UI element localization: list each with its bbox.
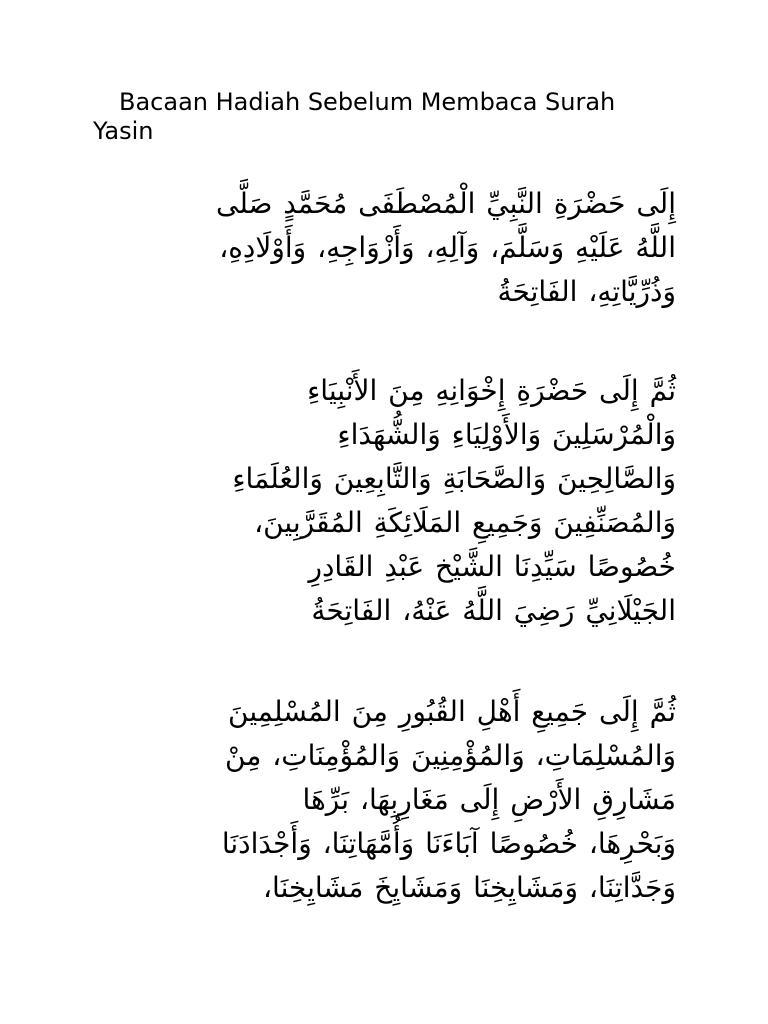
document-title: Bacaan Hadiah Sebelum Membaca Surah Yasin: [93, 88, 616, 145]
paragraph-line: وَبَحْرِهَا، خُصُوصًا آبَاءَنَا وَأُمَّهَاتِنَا، وَأَجْدَادَنَا: [221, 827, 676, 860]
dedication-paragraph-2: [90, 369, 676, 633]
paragraph-line: ثُمَّ إِلَى جَمِيعِ أَهْلِ القُبُورِ مِنَ المُسْلِمِينَ: [228, 695, 676, 728]
paragraph-line: ثُمَّ إِلَى حَضْرَةِ إِخْوَانِهِ مِنَ الأَنْبِيَاءِ: [307, 374, 676, 407]
paragraph-line: خُصُوصًا سَيِّدِنَا الشَّيْخ عَبْدِ القَادِرِ: [308, 550, 676, 583]
paragraph-line: وَالمُسْلِمَاتِ، وَالمُؤْمِنِينَ وَالمُؤْمِنَاتِ، مِنْ: [225, 739, 676, 772]
paragraph-line: الجَيْلَانِيِّ رَضِيَ اللَّهُ عَنْهُ، الفَاتِحَةُ: [311, 594, 676, 627]
paragraph-line: وَالْمُرْسَلِينَ وَالأَوْلِيَاءِ وَالشُّهَدَاءِ: [337, 418, 676, 451]
paragraph-line: وَذُرِّيَّاتِهِ، الفَاتِحَةُ: [497, 275, 676, 308]
paragraph-line: وَجَدَّاتِنَا، وَمَشَايِخِنَا وَمَشَايِخَ مَشَايِخِنَا،: [263, 871, 676, 904]
paragraph-line: إِلَى حَضْرَةِ النَّبِيِّ الْمُصْطَفَى مُحَمَّدٍ صَلَّى: [216, 187, 676, 220]
paragraph-line: وَالصَّالِحِينَ وَالصَّحَابَةِ وَالتَّابِعِينَ وَالعُلَمَاءِ: [232, 462, 676, 495]
dedication-paragraph-3: [90, 690, 676, 910]
dedication-paragraph-1: [90, 182, 676, 314]
paragraph-line: وَالمُصَنِّفِينَ وَجَمِيعِ المَلَائِكَةِ المُقَرَّبِينَ،: [254, 506, 676, 539]
paragraph-line: اللَّهُ عَلَيْهِ وَسَلَّمَ، وَآلِهِ، وَأَزْوَاجِهِ، وَأَوْلَادِهِ،: [219, 231, 676, 264]
paragraph-line: مَشَارِقِ الأَرْضِ إِلَى مَغَارِبِهَا، بَرِّهَا: [302, 783, 676, 816]
